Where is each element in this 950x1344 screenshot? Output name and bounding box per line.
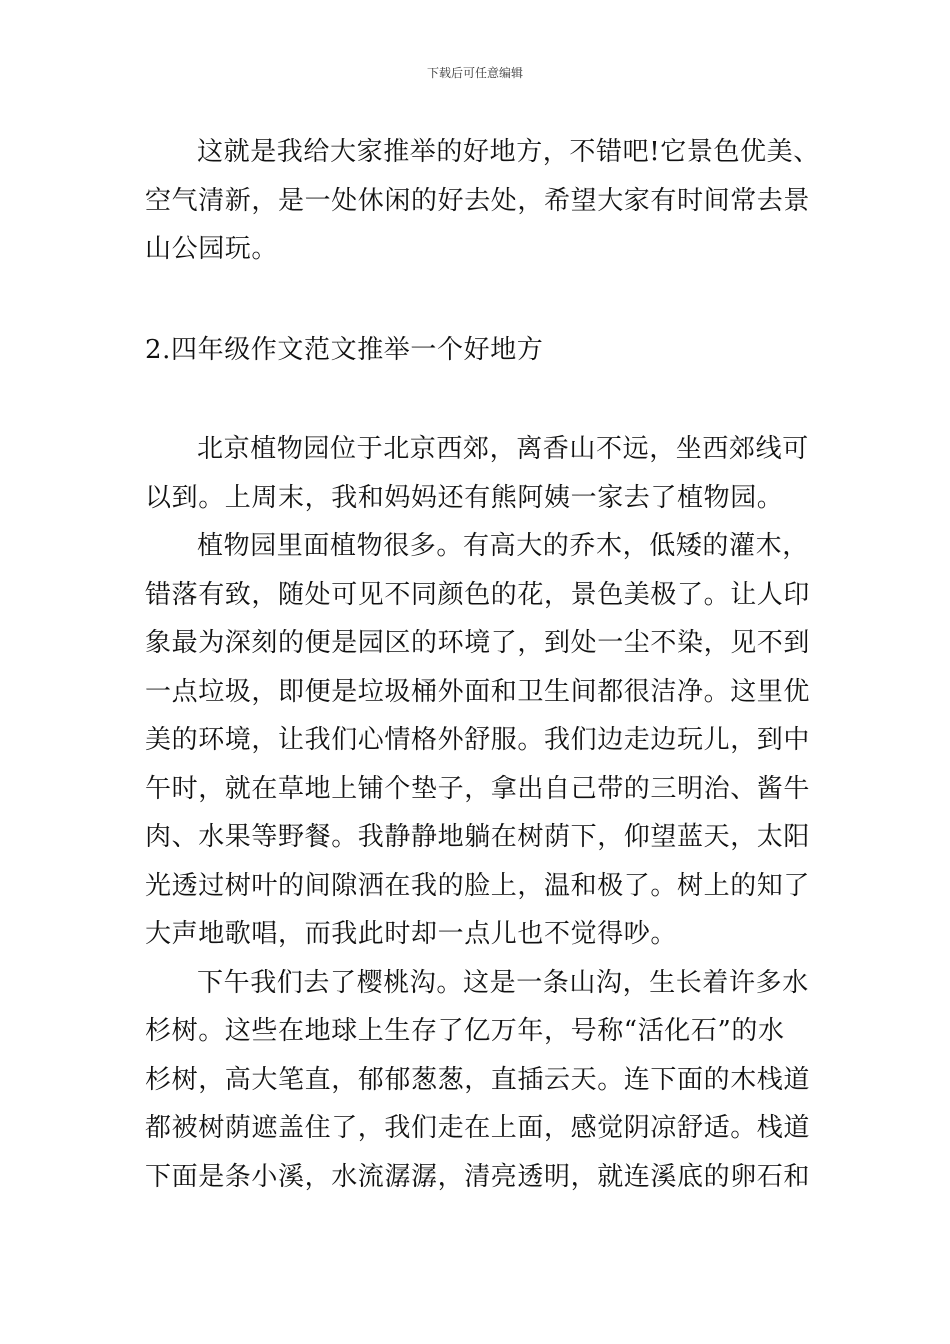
- paragraph-line: 北京植物园位于北京西郊，离香山不远，坐西郊线可: [197, 434, 809, 464]
- paragraph-line: 这就是我给大家推举的好地方，不错吧!它景色优美、: [197, 137, 820, 167]
- paragraph-line: 下面是条小溪，水流潺潺，清亮透明，就连溪底的卵石和: [145, 1161, 811, 1192]
- paragraph-cherry-valley: [145, 959, 810, 1202]
- section-heading: 2.四年级作文范文推举一个好地方: [145, 334, 544, 365]
- document-body: [145, 128, 820, 1201]
- paragraph-line: 植物园里面植物很多。有高大的乔木，低矮的灌木，: [197, 531, 809, 561]
- page-header: 下载后可任意编辑: [426, 66, 523, 80]
- spacer: [145, 374, 810, 425]
- paragraph-line: 都被树荫遮盖住了，我们走在上面，感觉阴凉舒适。栈道: [145, 1113, 811, 1143]
- paragraph-line: 大声地歌唱，而我此时却一点儿也不觉得吵。: [145, 919, 678, 949]
- paragraph-line: 午时，就在草地上铺个垫子，拿出自己带的三明治、酱牛: [145, 773, 811, 804]
- paragraph-line: 杉树。这些在地球上生存了亿万年，号称“活化石”的水: [145, 1016, 785, 1046]
- paragraph-closing: [145, 128, 820, 274]
- paragraph-line: 杉树，高大笔直，郁郁葱葱，直插云天。连下面的木栈道: [145, 1064, 811, 1095]
- paragraph-line: 下午我们去了樱桃沟。这是一条山沟，生长着许多水: [197, 967, 809, 998]
- paragraph-line: 以到。上周末，我和妈妈还有熊阿姨一家去了植物园。: [145, 482, 784, 513]
- paragraph-line: 空气清新，是一处休闲的好去处，希望大家有时间常去景: [145, 185, 811, 216]
- spacer: [145, 274, 810, 326]
- paragraph-line: 一点垃圾，即便是垃圾桶外面和卫生间都很洁净。这里优: [145, 676, 811, 707]
- paragraph-line: 美的环境，让我们心情格外舒服。我们边走边玩儿，到中: [145, 725, 811, 755]
- paragraph-garden: [145, 522, 810, 959]
- paragraph-line: 错落有致，随处可见不同颜色的花，景色美极了。让人印: [145, 579, 811, 610]
- paragraph-line: 象最为深刻的便是园区的环境了，到处一尘不染，见不到: [145, 628, 811, 658]
- paragraph-line: 山公园玩。: [145, 234, 279, 264]
- paragraph-intro: [145, 425, 810, 522]
- paragraph-line: 光透过树叶的间隙洒在我的脸上，温和极了。树上的知了: [145, 870, 811, 901]
- paragraph-line: 肉、水果等野餐。我静静地躺在树荫下，仰望蓝天，太阳: [145, 822, 811, 852]
